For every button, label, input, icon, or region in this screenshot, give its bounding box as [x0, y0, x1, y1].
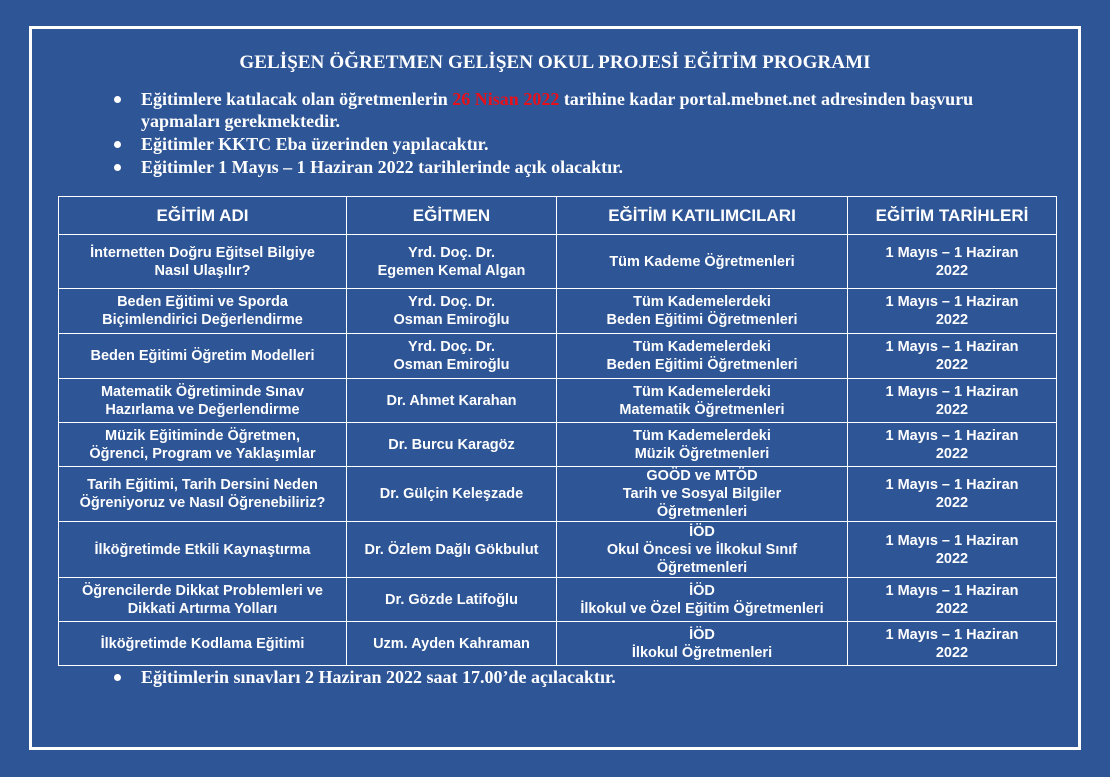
cell-training-name	[59, 379, 347, 423]
cell-trainer	[347, 379, 557, 423]
cell-participants-line: Tarih ve Sosyal Bilgiler	[622, 486, 782, 502]
training-program-table	[58, 196, 1057, 666]
cell-training-name	[59, 423, 347, 467]
cell-dates-line: 1 Mayıs – 1 Haziran	[885, 477, 1019, 493]
cell-trainer-line: Dr. Ahmet Karahan	[386, 392, 517, 409]
cell-trainer-line: Dr. Burcu Karagöz	[388, 436, 515, 453]
table-row	[59, 334, 1057, 379]
cell-training-name-line: İlköğretimde Kodlama Eğitimi	[100, 635, 305, 652]
table-row	[59, 467, 1057, 522]
cell-participants-line: Tüm Kademelerdeki	[633, 383, 771, 400]
cell-dates	[848, 522, 1057, 578]
cell-training-name-line: Beden Eğitimi ve Sporda	[117, 294, 288, 310]
cell-participants	[557, 522, 848, 578]
cell-training-name-line: İlköğretimde Etkili Kaynaştırma	[94, 541, 311, 558]
exam-bullet-list	[110, 666, 1040, 689]
cell-participants	[557, 622, 848, 666]
table-row	[59, 522, 1057, 578]
cell-training-name-line: Matematik Öğretiminde Sınav	[100, 383, 305, 400]
cell-training-name-line: Öğrencilerde Dikkat Problemleri ve	[82, 582, 323, 599]
cell-participants-line: İÖD	[689, 523, 715, 540]
table-row	[59, 423, 1057, 467]
cell-participants	[557, 289, 848, 334]
bullet-open-dates	[110, 156, 1040, 178]
cell-training-name-line: Beden Eğitimi Öğretim Modelleri	[90, 348, 315, 364]
cell-training-name	[59, 467, 347, 522]
cell-participants-line: İÖD	[689, 582, 715, 599]
cell-participants-line: Matematik Öğretmenleri	[619, 401, 785, 418]
table-row	[59, 235, 1057, 289]
cell-dates-line: 1 Mayıs – 1 Haziran	[885, 626, 1019, 643]
cell-participants-line: Beden Eğitimi Öğretmenleri	[606, 312, 798, 328]
cell-participants-line: Tüm Kademelerdeki	[633, 294, 771, 310]
cell-trainer	[347, 522, 557, 578]
cell-trainer	[347, 622, 557, 666]
cell-dates-line: 1 Mayıs – 1 Haziran	[885, 427, 1019, 444]
cell-dates-line: 2022	[935, 600, 969, 617]
cell-participants-line: Okul Öncesi ve İlkokul Sınıf	[606, 541, 798, 558]
cell-dates-line: 2022	[935, 312, 969, 328]
cell-participants	[557, 467, 848, 522]
table-row	[59, 578, 1057, 622]
bullet-platform	[110, 133, 1040, 155]
cell-training-name	[59, 622, 347, 666]
cell-participants-line: İÖD	[689, 626, 715, 643]
table-row	[59, 289, 1057, 334]
column-header-training-name: EĞİTİM ADI	[59, 197, 347, 235]
cell-participants-line: Tüm Kademelerdeki	[633, 339, 771, 355]
table-row	[59, 379, 1057, 423]
cell-training-name-line: Öğreniyoruz ve Nasıl Öğrenebiliriz?	[79, 495, 326, 511]
bullet-text: Eğitimler 1 Mayıs – 1 Haziran 2022 tarihlerinde açık olacaktır.	[141, 157, 623, 177]
cell-trainer	[347, 334, 557, 379]
cell-trainer-line: Osman Emiroğlu	[393, 357, 510, 373]
cell-dates-line: 1 Mayıs – 1 Haziran	[885, 582, 1019, 599]
cell-participants-line: Beden Eğitimi Öğretmenleri	[606, 357, 798, 373]
cell-training-name-line: Hazırlama ve Değerlendirme	[105, 401, 300, 418]
bullet-text: Eğitimler KKTC Eba üzerinden yapılacaktır.	[141, 134, 489, 154]
cell-training-name-line: Öğrenci, Program ve Yaklaşımlar	[89, 445, 316, 462]
cell-dates	[848, 334, 1057, 379]
table-header-row	[59, 197, 1057, 235]
cell-training-name-line: Müzik Eğitiminde Öğretmen,	[105, 427, 300, 444]
cell-trainer-line: Uzm. Ayden Kahraman	[373, 635, 530, 652]
cell-participants	[557, 423, 848, 467]
cell-dates-line: 2022	[935, 550, 969, 567]
cell-training-name	[59, 235, 347, 289]
cell-participants-line: Tüm Kademelerdeki	[633, 427, 771, 444]
column-header-participants: EĞİTİM KATILIMCILARI	[557, 197, 848, 235]
cell-dates	[848, 289, 1057, 334]
cell-trainer-line: Egemen Kemal Algan	[377, 262, 526, 279]
cell-dates	[848, 423, 1057, 467]
cell-dates-line: 1 Mayıs – 1 Haziran	[885, 244, 1019, 261]
cell-trainer	[347, 578, 557, 622]
cell-dates	[848, 235, 1057, 289]
cell-trainer-line: Yrd. Doç. Dr.	[407, 294, 496, 310]
cell-trainer-line: Dr. Gülçin Keleşzade	[379, 486, 524, 502]
page-title: GELİŞEN ÖĞRETMEN GELİŞEN OKUL PROJESİ EĞİTİM PROGRAMI	[239, 52, 871, 73]
bullet-text: Eğitimlerin sınavları 2 Haziran 2022 saat 17.00’de açılacaktır.	[141, 667, 616, 687]
cell-dates-line: 2022	[935, 262, 969, 279]
cell-dates	[848, 578, 1057, 622]
cell-participants-line: Tüm Kademe Öğretmenleri	[609, 253, 795, 270]
cell-participants-line: GOÖD ve MTÖD	[646, 468, 758, 484]
cell-participants	[557, 334, 848, 379]
column-header-dates: EĞİTİM TARİHLERİ	[848, 197, 1057, 235]
cell-training-name-line: İnternetten Doğru Eğitsel Bilgiye	[90, 244, 315, 261]
table-row	[59, 622, 1057, 666]
cell-trainer-line: Dr. Özlem Dağlı Gökbulut	[364, 541, 539, 558]
cell-dates-line: 1 Mayıs – 1 Haziran	[885, 339, 1019, 355]
cell-training-name	[59, 522, 347, 578]
cell-participants-line: Öğretmenleri	[656, 559, 748, 576]
cell-dates	[848, 379, 1057, 423]
cell-participants-line: Müzik Öğretmenleri	[634, 445, 770, 462]
bullet-text: tarihine kadar portal.mebnet.net adresinden başvuru yapmaları gerekmektedir.	[141, 89, 974, 131]
cell-dates-line: 1 Mayıs – 1 Haziran	[885, 294, 1019, 310]
table-body	[59, 235, 1057, 666]
bullet-application-deadline	[110, 88, 1040, 132]
cell-dates-line: 2022	[935, 644, 969, 661]
cell-participants-line: Öğretmenleri	[656, 504, 748, 520]
cell-training-name-line: Tarih Eğitimi, Tarih Dersini Neden	[87, 477, 318, 493]
cell-dates-line: 2022	[935, 445, 969, 462]
cell-training-name	[59, 289, 347, 334]
cell-dates	[848, 467, 1057, 522]
cell-training-name-line: Nasıl Ulaşılır?	[154, 262, 251, 279]
cell-trainer	[347, 467, 557, 522]
cell-participants	[557, 379, 848, 423]
cell-dates-line: 2022	[935, 401, 969, 418]
cell-dates	[848, 622, 1057, 666]
cell-participants-line: İlkokul Öğretmenleri	[631, 644, 773, 661]
column-header-trainer: EĞİTMEN	[347, 197, 557, 235]
cell-training-name	[59, 334, 347, 379]
cell-trainer-line: Dr. Gözde Latifoğlu	[385, 591, 518, 608]
cell-dates-line: 1 Mayıs – 1 Haziran	[885, 532, 1019, 549]
cell-dates-line: 2022	[935, 357, 969, 373]
cell-dates-line: 2022	[935, 495, 969, 511]
cell-trainer-line: Yrd. Doç. Dr.	[407, 339, 496, 355]
cell-trainer	[347, 235, 557, 289]
cell-trainer	[347, 289, 557, 334]
cell-training-name-line: Dikkati Artırma Yolları	[127, 600, 278, 617]
bullet-exam-date	[110, 666, 1040, 688]
cell-training-name-line: Biçimlendirici Değerlendirme	[102, 312, 303, 328]
cell-trainer	[347, 423, 557, 467]
bullet-text: Eğitimlere katılacak olan öğretmenlerin	[141, 89, 453, 109]
cell-training-name	[59, 578, 347, 622]
deadline-date: 26 Nisan 2022	[452, 89, 560, 109]
cell-trainer-line: Osman Emiroğlu	[393, 312, 510, 328]
cell-dates-line: 1 Mayıs – 1 Haziran	[885, 383, 1019, 400]
info-bullet-list	[110, 88, 1040, 179]
cell-participants	[557, 235, 848, 289]
cell-participants	[557, 578, 848, 622]
cell-trainer-line: Yrd. Doç. Dr.	[407, 244, 496, 261]
cell-participants-line: İlkokul ve Özel Eğitim Öğretmenleri	[580, 600, 824, 617]
